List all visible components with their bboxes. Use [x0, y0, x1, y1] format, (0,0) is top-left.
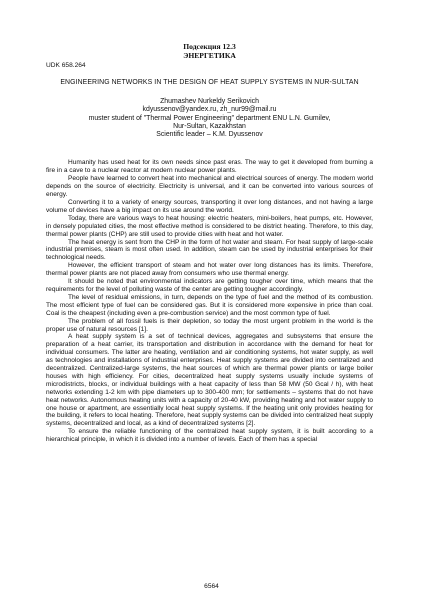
section-header	[46, 42, 373, 60]
section-label: ЭНЕРГЕТИКА	[183, 51, 236, 60]
paper-title: ENGINEERING NETWORKS IN THE DESIGN OF HEAT SUPPLY SYSTEMS IN NUR-SULTAN	[60, 79, 359, 86]
body-paragraph: People have learned to convert heat into mechanical and electrical sources of energy. The modern world depends on the source of electricity. Electricity is universal, and it can be converted into various sources of energy.	[46, 175, 373, 199]
scientific-leader: Scientific leader – K.M. Dyussenov	[156, 131, 263, 139]
author-affiliation: muster student of "Thermal Power Engineering" department ENU L.N. Gumilev,	[88, 114, 331, 122]
paper-body	[46, 159, 373, 444]
body-paragraph: The problem of all fossil fuels is their depletion, so today the most urgent problem in the world is the proper use of natural resources [1].	[46, 317, 373, 333]
author-block	[46, 98, 373, 139]
body-paragraph: To ensure the reliable functioning of the centralized heat supply system, it is built according to a hierarchical principle, in which it is divided into a number of levels. Each of them has a special	[46, 428, 373, 444]
body-paragraph: Humanity has used heat for its own needs since past eras. The way to get it developed from burning a fire in a cave to a nuclear reactor at modern nuclear power plants.	[46, 159, 373, 175]
body-paragraph: Converting it to a variety of energy sources, transporting it over long distances, and not having a large volume of devices have a big impact on its use around the world.	[46, 199, 373, 214]
author-name: Zhumashev Nurkeldy Serikovich	[160, 98, 259, 105]
body-paragraph: The level of residual emissions, in turn, depends on the type of fuel and the method of its combustion. The most efficient type of fuel can be considered gas. But it is considered more expensive in price than coal. Coal is the cheapest (including even a pre-combustion service) and the most common type of fuel.	[46, 293, 373, 317]
body-paragraph: However, the efficient transport of steam and hot water over long distances has its limits. Therefore, thermal power plants are not placed away from consumers who use thermal energy.	[46, 262, 373, 278]
body-paragraph: A heat supply system is a set of technical devices, aggregates and subsystems that ensure the preparation of a heat carrier, its transportation and distribution in accordance with the demand for heat for individual consumers. The latter are heating, ventilation and air conditioning systems, hot water supply, as well as technologies and installations of industrial enterprises. Heat supply systems are divided into centralized and decentralized. Centralized-large systems, the heat sources of which are thermal power plants or large boiler houses with high efficiency. For cities, decentralized heat supply systems usually include systems of microdistricts, blocks, or individual buildings with a heat capacity of less than 58 MW (50 Gcal / h), with heat networks extending 1-2 km with pipe diameters up to 300-400 mm; for settlements – systems that do not have heat networks. Autonomous heating units with a capacity of 20-40 kW, providing heating and hot water supply to one house or apartment, are essentially local heat supply systems. If the heating unit only provides heating for the building, it refers to local heating. Therefore, heat supply systems can be divided into centralized heat supply systems, decentralized and local, as a kind of decentralized systems [2].	[46, 333, 373, 428]
body-paragraph: Today, there are various ways to heat housing: electric heaters, mini-boilers, heat pumps, etc. However, in densely populated cities, the most effective method is considered to be district heating. Therefore, to this day, thermal power plants (CHP) are still used to provide cities with heat and hot water.	[46, 214, 373, 238]
author-location: Nur-Sultan, Kazakhstan	[173, 122, 246, 130]
body-paragraph: The heat energy is sent from the CHP in the form of hot water and steam. For heat supply of large-scale industrial premises, steam is most often used. In addition, steam can be used by industrial enterprises for their technological needs.	[46, 238, 373, 262]
subsection-label: Подсекция 12.3	[183, 42, 236, 51]
author-emails: kdyussenov@yandex.ru, zh_nur99@mail.ru	[142, 106, 277, 114]
page-number: 6564	[204, 583, 219, 590]
udk-code: UDK 658.264	[46, 62, 86, 69]
body-paragraph: It should be noted that environmental indicators are getting tougher over time, which means that the requirements for the level of polluting waste of the center are getting tougher accordingly.	[46, 278, 373, 293]
